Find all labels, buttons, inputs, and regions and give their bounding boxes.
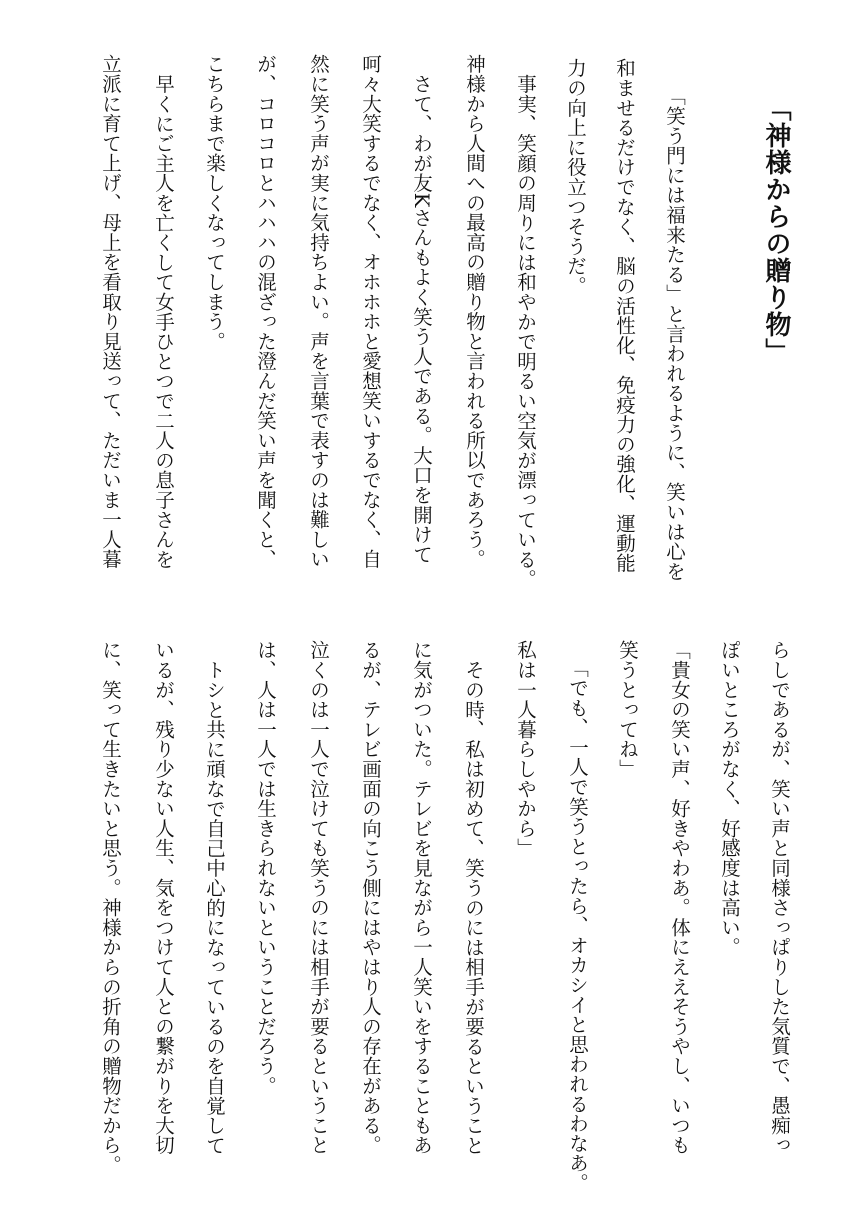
text-line: が、コロコロとハハハの混ざった澄んだ笑い声を聞くと、 (254, 54, 277, 569)
text-line: トシと共に頑なで自己中心的になっているのを自覚して (203, 660, 226, 1155)
text-line: 和ませるだけでなく、脳の活性化、免疫力の強化、運動能 (613, 58, 636, 573)
text-line: その時、私は初めて、笑うのには相手が要るということ (462, 660, 485, 1155)
text-line: に気がついた。テレビを見ながら一人笑いをすることもあ (410, 640, 433, 1155)
text-line: 事実、笑顔の周りには和やかで明るい空気が漂っている。 (514, 74, 537, 589)
text-line: は、人は一人では生きられないということだろう。 (254, 640, 277, 1096)
text-line: 然に笑う声が実に気持ちよい。声を言葉で表すのは難しい (307, 54, 330, 569)
text-line: 「でも、一人で笑うとったら、オカシイと思われるわなあ。 (566, 658, 589, 1193)
text-line: に、笑って生きたいと思う。神様からの折角の贈物だから。 (99, 640, 122, 1175)
text-line: 「笑う門には福来たる」と言われるように、笑いは心を (663, 86, 686, 581)
text-line: 私は一人暮らしやから」 (514, 640, 537, 858)
text-line: 立派に育て上げ、母上を看取り見送って、ただいま一人暮 (99, 54, 122, 569)
text-line: こちらまで楽しくなってしまう。 (203, 54, 226, 351)
text-line: いるが、残り少ない人生、気をつけて人との繋がりを大切 (152, 640, 175, 1155)
text-line: 早くにご主人を亡くして女手ひとつで二人の息子さんを (152, 74, 175, 569)
text-line: 神様から人間への最高の贈り物と言われる所以であろう。 (463, 54, 486, 569)
text-line: るが、テレビ画面の向こう側にはやはり人の存在がある。 (359, 640, 382, 1155)
text-line: 泣くのは一人で泣けても笑うのには相手が要るということ (307, 640, 330, 1155)
text-line: 呵々大笑するでなく、オホホホと愛想笑いするでなく、自 (359, 54, 382, 569)
text-line: 力の向上に役立つそうだ。 (564, 58, 587, 296)
text-line: さて、わが友Kさんもよく笑う人である。大口を開けて (410, 74, 433, 565)
text-line: らしであるが、笑い声と同様さっぱりした気質で、愚痴っ (768, 640, 791, 1155)
document-title: 「神様からの贈り物」 (761, 95, 791, 365)
text-line: ぽいところがなく、好感度は高い。 (718, 640, 741, 957)
text-line: 笑うとってね」 (616, 640, 639, 779)
text-line: 「貴女の笑い声、好きやわあ。体にええそうやし、いつも (668, 640, 691, 1155)
